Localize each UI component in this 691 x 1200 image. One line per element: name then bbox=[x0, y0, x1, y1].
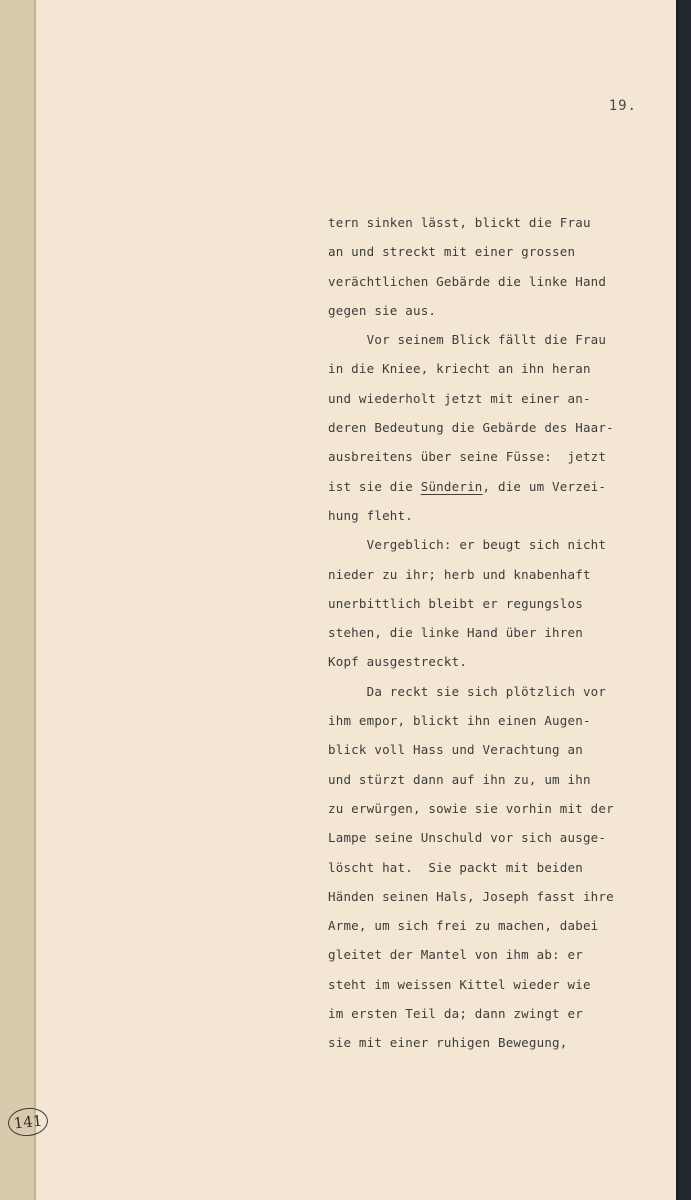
backing-board bbox=[0, 0, 36, 1200]
text-line: Arme, um sich frei zu machen, dabei bbox=[328, 918, 599, 934]
text-line: verächtlichen Gebärde die linke Hand bbox=[328, 273, 607, 289]
text-line: tern sinken lässt, blickt die Frau bbox=[328, 215, 591, 230]
text-line: hung fleht. bbox=[328, 507, 413, 523]
text-line: und stürzt dann auf ihn zu, um ihn bbox=[328, 771, 591, 787]
text-line: an und streckt mit einer grossen bbox=[328, 244, 576, 260]
text-line-with-underline bbox=[328, 472, 658, 501]
text-line: nieder zu ihr; herb und knabenhaft bbox=[328, 566, 591, 582]
line-lead: ist sie die bbox=[328, 478, 421, 494]
text-line: Händen seinen Hals, Joseph fasst ihre bbox=[328, 888, 614, 904]
text-line: zu erwürgen, sowie sie vorhin mit der bbox=[328, 800, 614, 816]
text-line: löscht hat. Sie packt mit beiden bbox=[328, 859, 583, 875]
text-line: im ersten Teil da; dann zwingt er bbox=[328, 1006, 583, 1022]
text-line: in die Kniee, kriecht an ihn heran bbox=[328, 361, 591, 377]
text-line: stehen, die linke Hand über ihren bbox=[328, 625, 583, 641]
text-line: unerbittlich bleibt er regungslos bbox=[328, 595, 583, 611]
text-line: ausbreitens über seine Füsse: jetzt bbox=[328, 449, 607, 465]
text-line: steht im weissen Kittel wieder wie bbox=[328, 976, 591, 992]
text-line: blick voll Hass und Verachtung an bbox=[328, 742, 583, 758]
text-line: Lampe seine Unschuld vor sich ausge- bbox=[328, 830, 607, 846]
text-line: und wiederholt jetzt mit einer an- bbox=[328, 390, 591, 406]
text-line: Da reckt sie sich plötzlich vor bbox=[328, 683, 607, 699]
text-line: sie mit einer ruhigen Bewegung, bbox=[328, 1035, 568, 1051]
underlined-word: Sünderin bbox=[420, 478, 483, 494]
text-line: Vergeblich: er beugt sich nicht bbox=[328, 537, 607, 553]
text-line: gleitet der Mantel von ihm ab: er bbox=[328, 947, 583, 963]
line-tail: , die um Verzei- bbox=[482, 478, 607, 494]
text-line: Kopf ausgestreckt. bbox=[328, 654, 468, 670]
typed-text-block bbox=[328, 208, 658, 1058]
text-line: ihm empor, blickt ihn einen Augen- bbox=[328, 713, 591, 729]
text-line: deren Bedeutung die Gebärde des Haar- bbox=[328, 420, 614, 436]
archive-folio-mark: 141 bbox=[7, 1106, 50, 1138]
text-line: Vor seinem Blick fällt die Frau bbox=[328, 332, 607, 348]
page-number: 19. bbox=[608, 98, 637, 114]
text-line: gegen sie aus. bbox=[328, 302, 437, 318]
